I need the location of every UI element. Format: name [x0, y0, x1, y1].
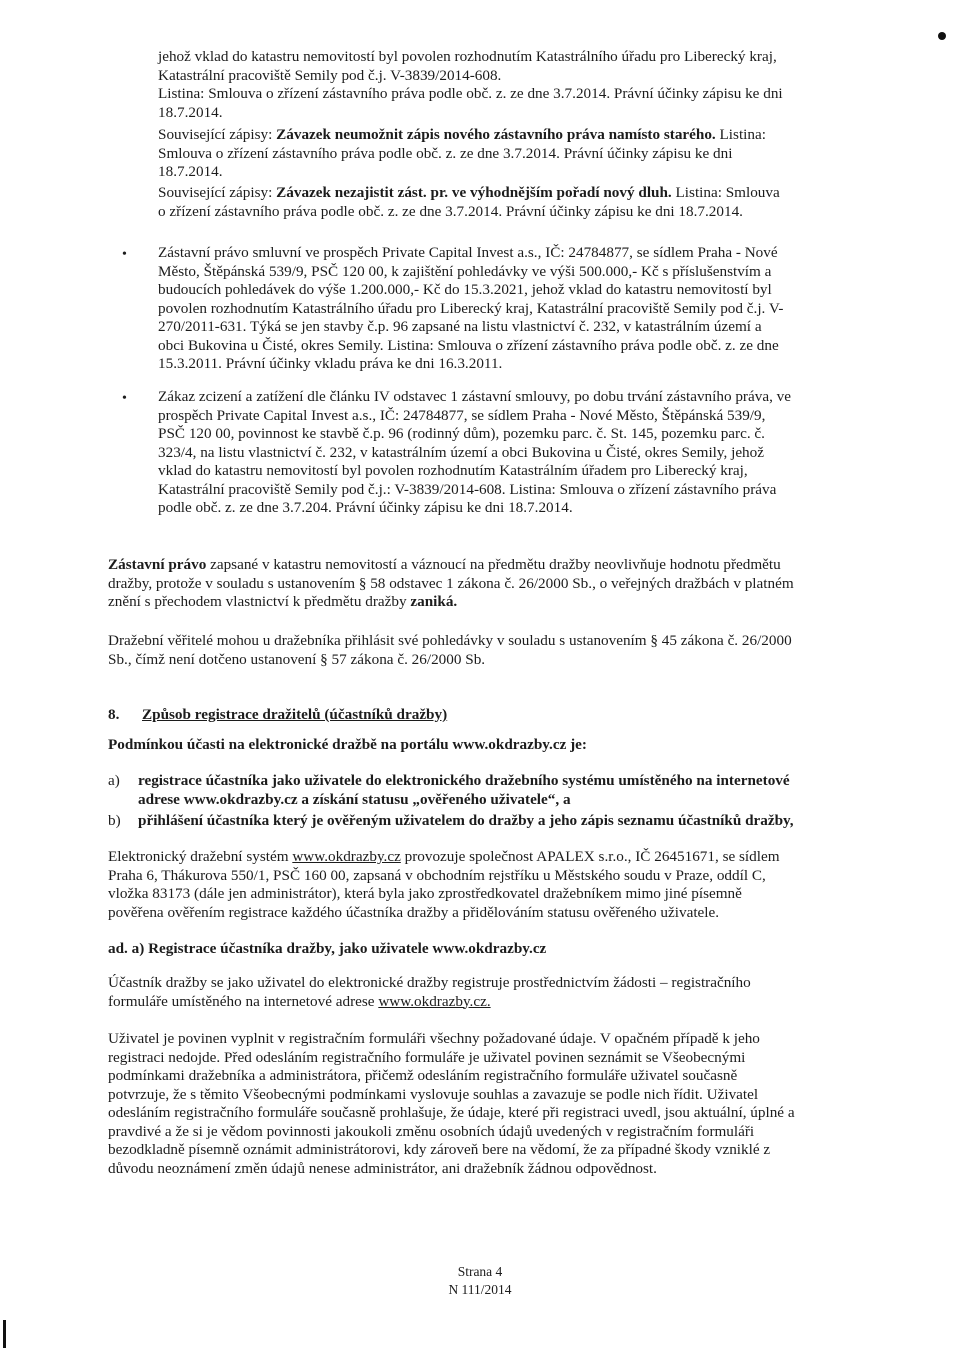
text-line: pověřena ověřením registrace každého účastníka dražby a přidělováním statusu ověřeného uživatele.: [108, 903, 720, 921]
creditors-paragraph: [108, 632, 842, 669]
text-line: Zástavní právo smluvní ve prospěch Private Capital Invest a.s., IČ: 24784877, se sídlem Praha - Nové: [158, 244, 778, 261]
continuation-paragraph: [158, 48, 840, 122]
related-entry-2: [158, 184, 840, 221]
bullet-item-prohibition: [158, 388, 840, 518]
item-label: a): [108, 772, 120, 789]
text-line: registrace účastníka jako uživatele do elektronického dražebního systému umístěného na internetové: [138, 772, 790, 789]
bullet-marker: •: [122, 391, 127, 406]
item-label: b): [108, 812, 121, 829]
text-line: Elektronický dražební systém: [108, 848, 293, 865]
text-line: dražby, protože v souladu s ustanovením § 58 odstavec 1 zákona č. 26/2000 Sb., o veřejných dražbách v platném: [108, 574, 794, 592]
bullet-item-pledge: [158, 244, 840, 374]
text-line: Listina:: [715, 126, 766, 143]
text-line: registraci nedojde. Před odesláním registračního formuláře je uživatel povinen seznámit se Všeobecnými: [108, 1048, 746, 1066]
document-reference: N 111/2014: [448, 1282, 512, 1297]
text-line: Katastrální pracoviště Semily pod č.j. V-3839/2014-608.: [158, 66, 502, 84]
text-line: jehož vklad do katastru nemovitostí byl povolen rozhodnutím Katastrálního úřadu pro Liberecký kraj,: [158, 48, 777, 65]
text-line: prospěch Private Capital Invest a.s., IČ: 24784877, se sídlem Praha - Nové Město, Štěpánská 539/9,: [158, 406, 766, 424]
text-line: Zákaz zcizení a zatížení dle článku IV odstavec 1 zástavní smlouvy, po dobu trvání zástavního práva, ve: [158, 388, 791, 405]
bold-term: zaniká.: [410, 593, 458, 611]
related-label: Související zápisy:: [158, 126, 273, 143]
page-number: Strana 4: [457, 1264, 503, 1279]
text-line: důvodu neoznámení změn údajů nenese administrátor, ani dražebník žádnou odpovědnost.: [108, 1159, 657, 1177]
text-line: bezodkladně písemně oznámit administrátorovi, kdy zároveň bere na vědomí, že za případné škody vzniklé z: [108, 1141, 771, 1159]
section-number: 8.: [108, 706, 120, 723]
scan-edge-mark: [3, 1320, 6, 1348]
related-label: Související zápisy:: [158, 184, 273, 201]
subsection-heading: [108, 940, 842, 959]
related-bold-text: Závazek neumožnit zápis nového zástavního práva namísto starého.: [276, 126, 716, 143]
text-line: povolen rozhodnutím Katastrálního úřadu pro Liberecký kraj, Katastrální pracoviště Semily pod č.j. V-: [158, 299, 784, 317]
text-line: 18.7.2014.: [158, 103, 223, 121]
text-line: Účastník dražby se jako uživatel do elektronické dražby registruje prostřednictvím žádosti – registračního: [108, 974, 751, 991]
text-line: 270/2011-631. Týká se jen stavby č.p. 96 zapsané na listu vlastnictví č. 232, v katastrálním území a: [158, 318, 762, 336]
text-line: budoucích pohledávek do výše 1.200.000,- Kč do 15.3.2021, jehož vklad do katastru nemovitostí byl: [158, 281, 772, 299]
bold-term: Zástavní právo: [108, 556, 207, 573]
text-line: provozuje společnost APALEX s.r.o., IČ 26451671, se sídlem: [400, 848, 780, 865]
condition-text: Podmínkou účasti na elektronické dražbě na portálu www.okdrazby.cz je:: [108, 736, 587, 753]
text-line: o zřízení zástavního práva podle obč. z. ze dne 3.7.2014. Právní účinky zápisu ke dni 18.7.2014.: [158, 202, 743, 220]
text-line: Praha 6, Thákurova 550/1, PSČ 160 00, zapsaná v obchodním rejstříku u Městského soudu v Praze, oddíl C,: [108, 866, 766, 884]
text-line: Smlouva o zřízení zástavního práva podle obč. z. ze dne 3.7.2014. Právní účinky zápisu ke dni: [158, 144, 733, 162]
related-entry-1: [158, 126, 840, 182]
subsection-title: ad. a) Registrace účastníka dražby, jako uživatele www.okdrazby.cz: [108, 940, 547, 957]
text-line: obci Bukovina u Čisté, okres Semily. Listina: Smlouva o zřízení zástavního práva podle obč. z. ze dne: [158, 336, 779, 354]
text-line: Sb., čímž není dotčeno ustanovení § 57 zákona č. 26/2000 Sb.: [108, 650, 486, 668]
text-line: pravdivé a že si je vědom povinnosti jakoukoli změnu osobních údajů uvedených v registračním formuláři: [108, 1122, 755, 1140]
text-line: přihlášení účastníka který je ověřeným uživatelem do dražby a jeho zápis seznamu účastníků dražby,: [138, 812, 794, 829]
pledge-expiry-paragraph: [108, 556, 842, 612]
condition-item-b: [108, 812, 842, 831]
website-link[interactable]: www.okdrazby.cz: [292, 848, 401, 865]
scan-dot-mark: [938, 32, 946, 40]
text-line: Dražební věřitelé mohou u dražebníka přihlásit své pohledávky v souladu s ustanovením § 45 zákona č. 26/2000: [108, 632, 792, 649]
text-line: formuláře umístěného na internetové adrese: [108, 992, 379, 1010]
text-line: PSČ 120 00, povinnost ke stavbě č.p. 96 (rodinný dům), pozemku parc. č. St. 145, pozemku parc. č.: [158, 425, 765, 443]
system-operator-paragraph: [108, 848, 842, 922]
text-line: Listina: Smlouva: [671, 184, 780, 201]
text-line: Katastrální pracoviště Semily pod č.j.: V-3839/2014-608. Listina: Smlouva o zřízení zástavního práva: [158, 480, 777, 498]
registration-paragraph: [108, 974, 842, 1011]
text-line: vložka 83173 (dále jen administrátor), která byla jako zprostředkovatel dražebníkem mimo jiné písemně: [108, 885, 742, 903]
user-obligations-paragraph: [108, 1030, 842, 1178]
text-line: 18.7.2014.: [158, 163, 223, 181]
bullet-marker: •: [122, 247, 127, 262]
text-line: potvrzuje, že s těmito Všeobecnými podmínkami vyslovuje souhlas a zavazuje se podle nich řídit. Uživatel: [108, 1085, 759, 1103]
participation-condition: [108, 736, 842, 755]
text-line: Listina: Smlouva o zřízení zástavního práva podle obč. z. ze dne 3.7.2014. Právní účinky zápisu ke dni: [158, 85, 783, 103]
related-bold-text: Závazek nezajistit zást. pr. ve výhodnějším pořadí nový dluh.: [276, 184, 672, 201]
section-title: Způsob registrace dražitelů (účastníků dražby): [142, 706, 448, 723]
section-heading: [108, 706, 842, 725]
text-line: Město, Štěpánská 539/9, PSČ 120 00, k zajištění pohledávky ve výši 500.000,- Kč s příslušenstvím a: [158, 262, 772, 280]
text-line: Uživatel je povinen vyplnit v registračním formuláři všechny požadované údaje. V opačném případě k jeho: [108, 1030, 760, 1047]
text-line: podle obč. z. ze dne 3.7.204. Právní účinky zápisu ke dni 18.7.2014.: [158, 499, 573, 517]
website-link[interactable]: www.okdrazby.cz.: [378, 992, 491, 1010]
text-line: odesláním registračního formuláře současně prohlašuje, že údaje, které při registraci uvedl, jsou aktuální, úplné a: [108, 1104, 795, 1122]
text-line: zapsané v katastru nemovitostí a váznoucí na předmětu dražby neovlivňuje hodnotu předmětu: [206, 556, 781, 573]
condition-item-a: [108, 772, 842, 809]
text-line: vklad do katastru nemovitostí byl povolen rozhodnutím Katastrálním úřadem pro Liberecký kraj,: [158, 462, 748, 480]
text-line: 323/4, na listu vlastnictví č. 232, v katastrálním území a obci Bukovina u Čisté, okres Semily, jehož: [158, 443, 764, 461]
text-line: adrese www.okdrazby.cz a získání statusu „ověřeného uživatele“, a: [138, 790, 571, 808]
text-line: 15.3.2011. Právní účinky vkladu práva ke dni 16.3.2011.: [158, 355, 503, 373]
text-line: podmínkami dražebníka a administrátora, přičemž odesláním registračního formuláře uživatel současně: [108, 1067, 738, 1085]
text-line: znění s přechodem vlastnictví k předmětu dražby: [108, 593, 411, 611]
